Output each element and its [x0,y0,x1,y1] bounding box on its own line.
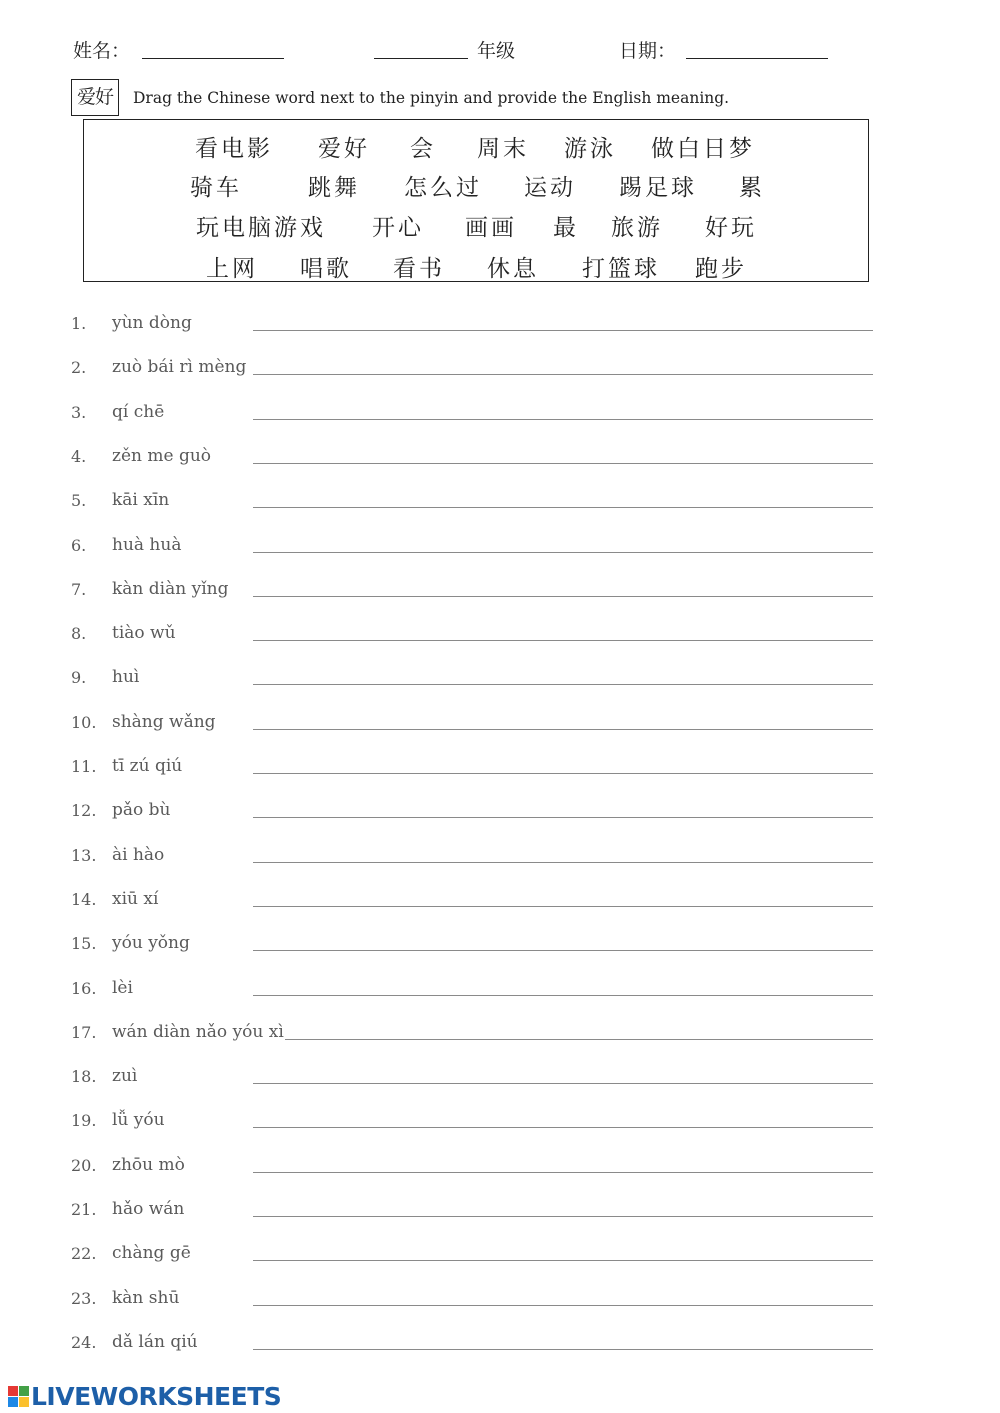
answer-line[interactable] [253,419,873,420]
answer-line[interactable] [253,552,873,553]
item-number: 20. [71,1155,97,1175]
word-bank-item[interactable]: 旅游 [611,215,663,241]
item-number: 24. [71,1332,97,1352]
grade-label: 年级 [477,40,516,62]
item-pinyin: huì [112,667,140,688]
answer-line[interactable] [253,1260,873,1261]
word-bank-item[interactable]: 运动 [524,175,576,201]
word-bank-item[interactable]: 爱好 [318,136,370,162]
word-bank-item[interactable]: 跑步 [695,256,747,282]
item-number: 19. [71,1111,97,1131]
item-number: 1. [71,314,87,333]
answer-line[interactable] [253,596,873,597]
logo-block [8,1386,18,1396]
item-number: 13. [71,845,97,865]
word-bank-item[interactable]: 骑车 [190,175,242,201]
word-bank-item[interactable]: 休息 [487,256,539,282]
item-number: 3. [71,402,87,422]
item-number: 5. [71,491,87,511]
name-blank[interactable] [142,58,284,59]
item-number: 4. [71,446,87,466]
answer-line[interactable] [253,684,873,685]
logo-block [19,1386,29,1396]
word-bank-item[interactable]: 看书 [393,256,445,282]
grade-blank[interactable] [374,58,468,59]
answer-line[interactable] [253,1083,873,1084]
answer-line[interactable] [253,1127,873,1128]
item-number: 15. [71,934,97,954]
logo-blocks-icon [8,1386,29,1407]
answer-line[interactable] [285,1039,873,1040]
answer-line[interactable] [253,1349,873,1350]
logo-block [8,1397,18,1407]
item-pinyin: yùn dòng [112,313,192,333]
word-bank-item[interactable]: 玩电脑游戏 [196,215,326,241]
item-pinyin: chàng gē [112,1243,191,1264]
date-blank[interactable] [686,58,828,59]
item-number: 7. [71,579,87,599]
item-pinyin: zěn me guò [112,445,212,466]
date-label: 日期： [619,40,677,62]
item-pinyin: ài hào [112,844,165,865]
word-bank-item[interactable]: 累 [739,175,765,201]
answer-line[interactable] [253,995,873,996]
word-bank-item[interactable]: 做白日梦 [651,136,755,162]
liveworksheets-logo[interactable] [8,1383,281,1409]
item-pinyin: huà huà [112,534,182,555]
instruction: Drag the Chinese word next to the pinyin and provide the English meaning. [133,89,730,107]
word-bank-item[interactable]: 周末 [477,136,529,162]
item-number: 14. [71,889,97,909]
name-label: 姓名： [73,40,131,62]
item-number: 12. [71,801,97,821]
item-pinyin: lèi [112,977,133,998]
item-pinyin: kāi xīn [112,490,170,511]
word-bank-item[interactable]: 画画 [465,215,517,241]
answer-line[interactable] [253,507,873,508]
topic-box: 爱好 [71,79,119,116]
answer-line[interactable] [253,817,873,818]
item-pinyin: pǎo bù [112,800,171,821]
logo-block [19,1397,29,1407]
item-pinyin: yóu yǒng [112,933,190,954]
answer-line[interactable] [253,1172,873,1173]
answer-line[interactable] [253,1216,873,1217]
item-pinyin: tiào wǔ [112,623,176,644]
item-number: 17. [71,1022,97,1042]
answer-line[interactable] [253,330,873,331]
answer-line[interactable] [253,950,873,951]
item-number: 21. [71,1200,97,1219]
item-pinyin: qí chē [112,401,165,422]
word-bank-item[interactable]: 跳舞 [308,175,360,201]
word-bank-item[interactable]: 看电影 [195,136,273,162]
item-number: 9. [71,668,87,688]
item-number: 23. [71,1288,97,1308]
word-bank-item[interactable]: 上网 [206,256,258,282]
word-bank-item[interactable]: 唱歌 [300,256,352,282]
item-pinyin: zuò bái rì mèng [112,357,247,378]
item-number: 6. [71,535,87,555]
item-pinyin: lǚ yóu [112,1110,165,1131]
item-pinyin: xiū xí [112,888,159,909]
word-bank-item[interactable]: 好玩 [705,215,757,241]
item-number: 2. [71,358,87,378]
answer-line[interactable] [253,374,873,375]
word-bank-item[interactable]: 踢足球 [619,175,697,201]
answer-line[interactable] [253,773,873,774]
logo-text: LIVEWORKSHEETS [31,1381,282,1411]
item-pinyin: zhōu mò [112,1154,185,1175]
item-number: 10. [71,712,97,732]
word-bank-item[interactable]: 开心 [372,215,424,241]
answer-line[interactable] [253,906,873,907]
item-number: 8. [71,624,87,644]
word-bank-item[interactable]: 怎么过 [404,175,482,201]
item-pinyin: kàn shū [112,1287,180,1308]
item-number: 18. [71,1067,97,1087]
item-pinyin: shàng wǎng [112,711,216,732]
word-bank-item[interactable]: 游泳 [564,136,616,162]
word-bank-item[interactable]: 打篮球 [582,256,660,282]
item-pinyin: zuì [112,1066,138,1087]
item-pinyin: tī zú qiú [112,756,183,776]
item-number: 22. [71,1244,97,1264]
word-bank-item[interactable]: 最 [553,215,579,241]
item-number: 11. [71,757,97,776]
item-pinyin: kàn diàn yǐng [112,578,229,599]
item-number: 16. [71,978,97,998]
answer-line[interactable] [253,640,873,641]
item-pinyin: hǎo wán [112,1199,185,1219]
answer-line[interactable] [253,729,873,730]
answer-line[interactable] [253,463,873,464]
word-bank-item[interactable]: 会 [410,136,436,162]
answer-line[interactable] [253,1305,873,1306]
item-pinyin: wán diàn nǎo yóu xì [112,1021,284,1042]
answer-line[interactable] [253,862,873,863]
item-pinyin: dǎ lán qiú [112,1331,198,1352]
